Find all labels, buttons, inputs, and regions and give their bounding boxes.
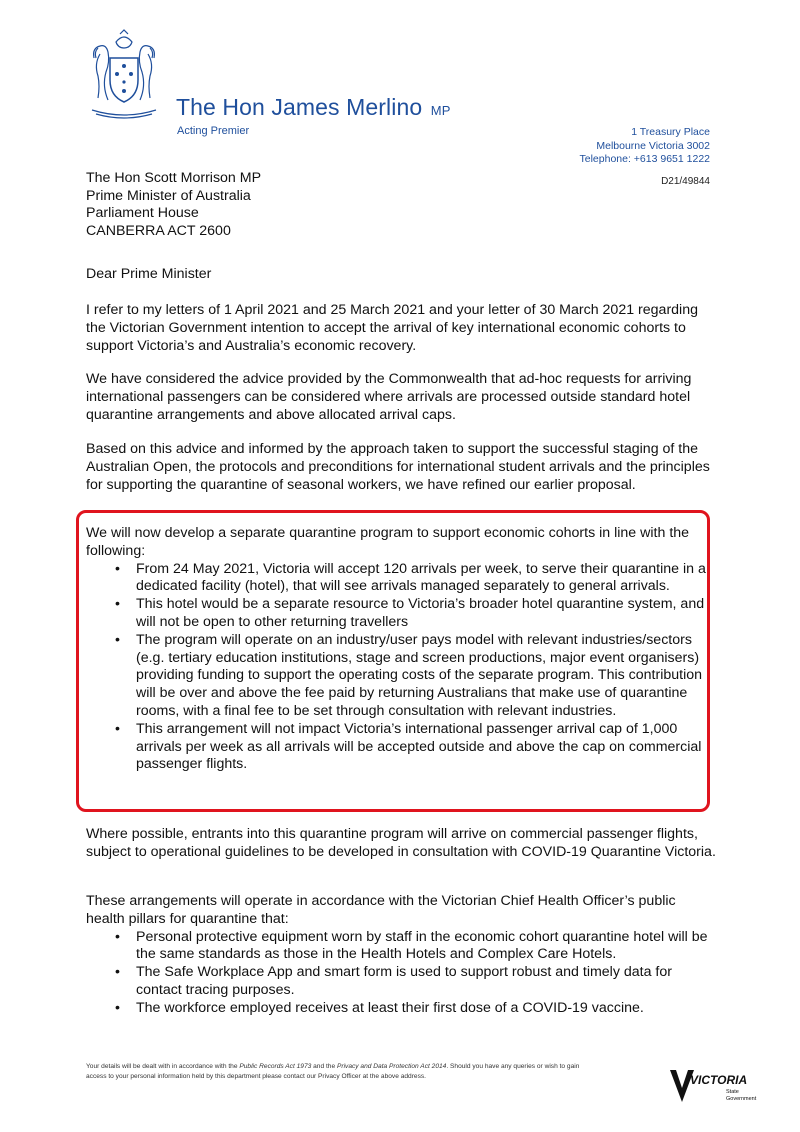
reference-number: D21/49844	[661, 176, 710, 187]
section-intro: We will now develop a separate quarantine program to support economic cohorts in line with the following:	[86, 525, 690, 559]
list-item: • This hotel would be a separate resource to Victoria’s broader hotel quarantine system, and will not be open to other returning travellers	[115, 596, 716, 632]
list-item: • The Safe Workplace App and smart form is used to support robust and timely data for contact tracing purposes.	[115, 964, 716, 1000]
footer-act-name: Public Records Act 1973	[239, 1063, 312, 1070]
minister-name-text: The Hon James Merlino	[176, 94, 423, 120]
recipient-address	[86, 170, 261, 240]
body-paragraph: We have considered the advice provided by the Commonwealth that ad-hoc requests for arriving international passengers can be considered where arrivals are processed outside standard hotel quarantine arrangements and above allocated arrival caps.	[86, 371, 692, 423]
footer-text: . Should you have any queries or wish to gain access to your personal information held by this department please contact our Privacy Officer at the above address.	[86, 1063, 580, 1080]
section-intro: These arrangements will operate in accordance with the Victorian Chief Health Officer’s public health pillars for quarantine that:	[86, 893, 676, 927]
list-item: • Personal protective equipment worn by staff in the economic cohort quarantine hotel will be the same standards as those in the Health Hotels and Complex Care Hotels.	[115, 929, 716, 965]
footer-text: Your details will be dealt with in accordance with the	[86, 1063, 240, 1070]
minister-name-suffix: MP	[430, 103, 451, 118]
minister-name	[176, 94, 450, 121]
list-item: • The workforce employed receives at least their first dose of a COVID-19 vaccine.	[115, 1000, 716, 1018]
recipient-line: Parliament House	[86, 205, 199, 222]
address-line: Melbourne Victoria 3002	[596, 139, 710, 152]
logo-word: VICTORIA	[690, 1073, 748, 1087]
recipient-line: Prime Minister of Australia	[86, 187, 251, 204]
health-pillars-section	[86, 893, 716, 1018]
footer-text: and the	[311, 1063, 337, 1070]
bullet-list	[115, 929, 716, 1018]
list-item: • The program will operate on an industry/user pays model with relevant industries/sectors (e.g. tertiary education institutions, stage and screen productions, major event organisers) providing funding to support the operating costs of the separate program. This contribution will be over and above the fee paid by returning Australians that make use of quarantine rooms, with a final fee to be set through consultation with relevant industries.	[115, 632, 716, 721]
sender-address	[580, 126, 711, 167]
quarantine-program-section	[86, 525, 716, 774]
privacy-footer-note	[86, 1062, 586, 1081]
bullet-list	[115, 561, 716, 775]
body-paragraph: Where possible, entrants into this quarantine program will arrive on commercial passenger flights, subject to operational guidelines to be developed in consultation with COVID-19 Quarantine Victoria.	[86, 826, 716, 860]
victoria-state-government-logo	[668, 1064, 757, 1106]
salutation: Dear Prime Minister	[86, 266, 212, 282]
address-line: 1 Treasury Place	[631, 126, 710, 138]
list-item: • From 24 May 2021, Victoria will accept 120 arrivals per week, to serve their quarantine in a dedicated facility (hotel), that will see arrivals managed separately to general arrivals.	[115, 561, 716, 597]
body-paragraph: I refer to my letters of 1 April 2021 and 25 March 2021 and your letter of 30 March 2021 regarding the Victorian Government intention to accept the arrival of key international economic cohorts to support Victoria’s and Australia’s economic recovery.	[86, 302, 698, 354]
body-paragraph: Based on this advice and informed by the approach taken to support the successful staging of the Australian Open, the protocols and preconditions for international student arrivals and the principles for supporting the quarantine of seasonal workers, we have refined our earlier proposal.	[86, 441, 710, 493]
minister-role: Acting Premier	[177, 125, 250, 137]
list-item: • This arrangement will not impact Victoria’s international passenger arrival cap of 1,000 arrivals per week as all arrivals will be accepted outside and above the cap on commercial passenger flights.	[115, 721, 716, 774]
footer-act-name: Privacy and Data Protection Act 2014	[336, 1063, 447, 1070]
recipient-line: The Hon Scott Morrison MP	[86, 170, 262, 186]
logo-sub: Government	[726, 1096, 757, 1102]
address-telephone: Telephone: +613 9651 1222	[579, 153, 710, 165]
victoria-coat-of-arms-icon	[86, 28, 162, 124]
logo-sub: State	[726, 1089, 739, 1095]
recipient-line: CANBERRA ACT 2600	[86, 222, 231, 239]
